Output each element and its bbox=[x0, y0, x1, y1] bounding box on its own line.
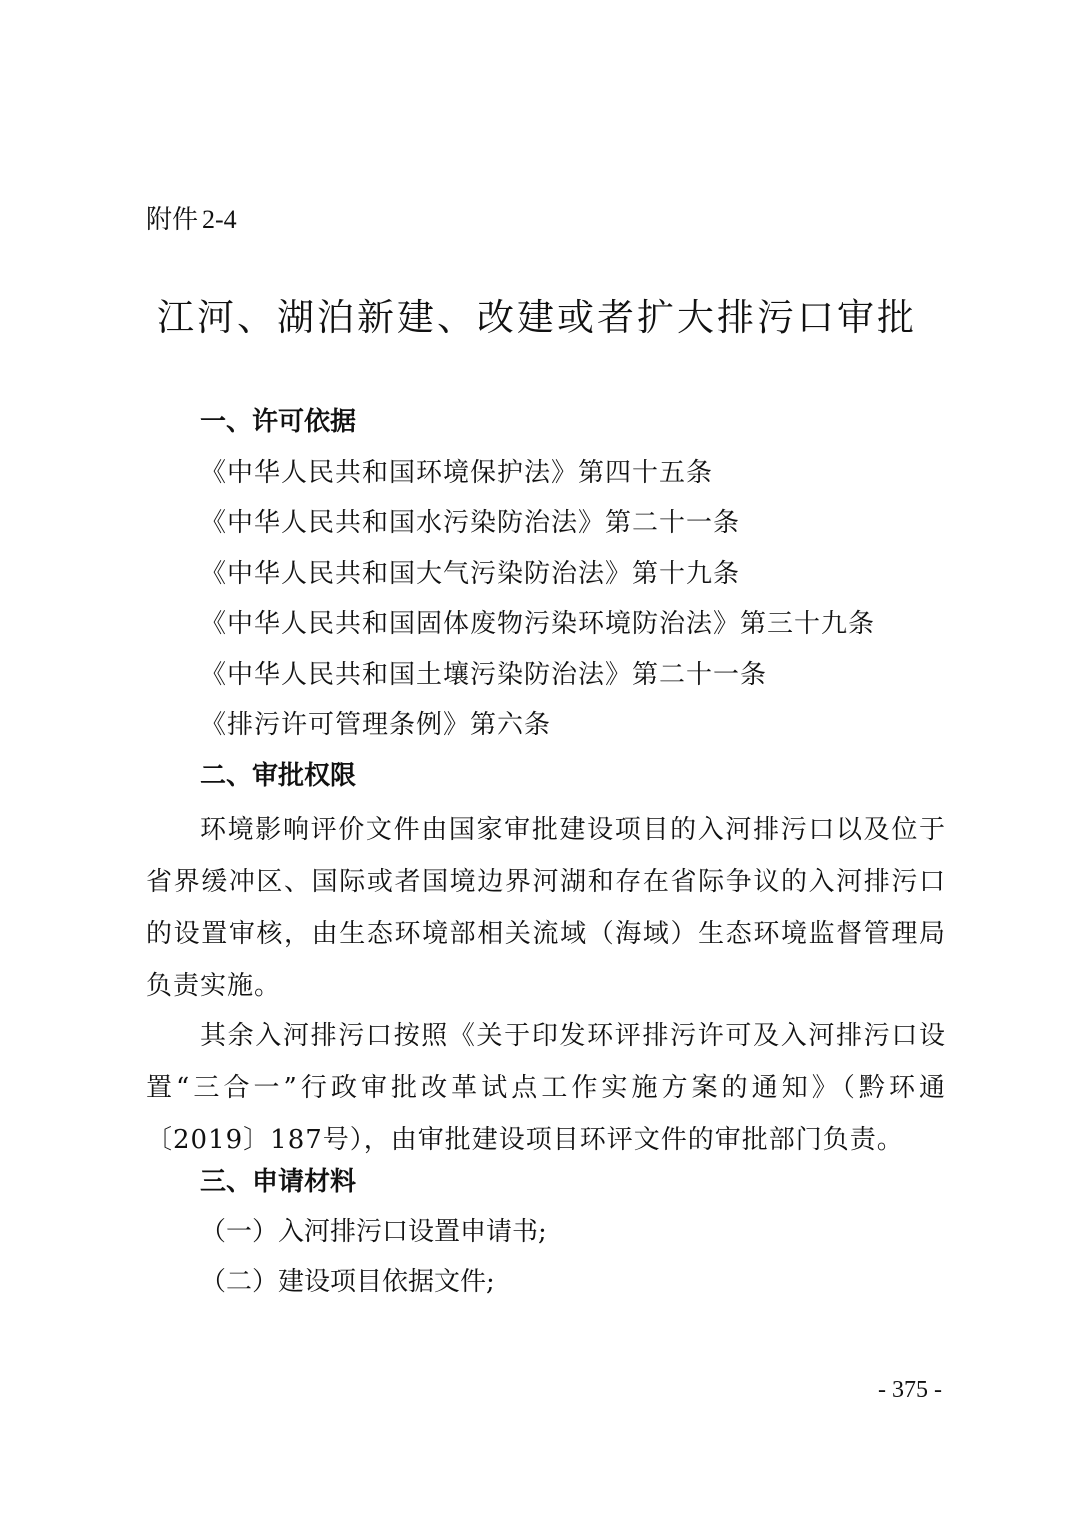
material-item: （一）入河排污口设置申请书; bbox=[200, 1217, 547, 1247]
section-heading-basis: 一、许可依据 bbox=[200, 407, 357, 437]
law-reference: 《中华人民共和国固体废物污染环境防治法》第三十九条 bbox=[200, 609, 876, 639]
attachment-label-text: 附件 bbox=[146, 205, 199, 235]
law-reference: 《排污许可管理条例》第六条 bbox=[200, 710, 552, 740]
law-reference: 《中华人民共和国环境保护法》第四十五条 bbox=[200, 458, 714, 488]
law-reference: 《中华人民共和国大气污染防治法》第十九条 bbox=[200, 559, 741, 589]
section-heading-authority: 二、审批权限 bbox=[200, 761, 357, 791]
authority-paragraph: 环境影响评价文件由国家审批建设项目的入河排污口以及位于省界缓冲区、国际或者国境边界河湖和存在省际争议的入河排污口的设置审核，由生态环境部相关流域（海域）生态环境监督管理局负责实施。 bbox=[146, 815, 946, 1001]
authority-paragraph: 其余入河排污口按照《关于印发环评排污许可及入河排污口设置“三合一”行政审批改革试点工作实施方案的通知》（黔环通〔2019〕187号），由审批建设项目环评文件的审批部门负责。 bbox=[146, 1021, 946, 1155]
law-reference: 《中华人民共和国水污染防治法》第二十一条 bbox=[200, 508, 741, 538]
section-heading-materials: 三、申请材料 bbox=[200, 1167, 357, 1197]
attachment-number: 2-4 bbox=[202, 205, 237, 234]
page-number: - 375 - bbox=[878, 1377, 942, 1403]
document-title: 江河、湖泊新建、改建或者扩大排污口审批 bbox=[157, 296, 917, 339]
material-item: （二）建设项目依据文件; bbox=[200, 1267, 495, 1297]
law-reference: 《中华人民共和国土壤污染防治法》第二十一条 bbox=[200, 660, 768, 690]
attachment-label bbox=[146, 200, 237, 240]
